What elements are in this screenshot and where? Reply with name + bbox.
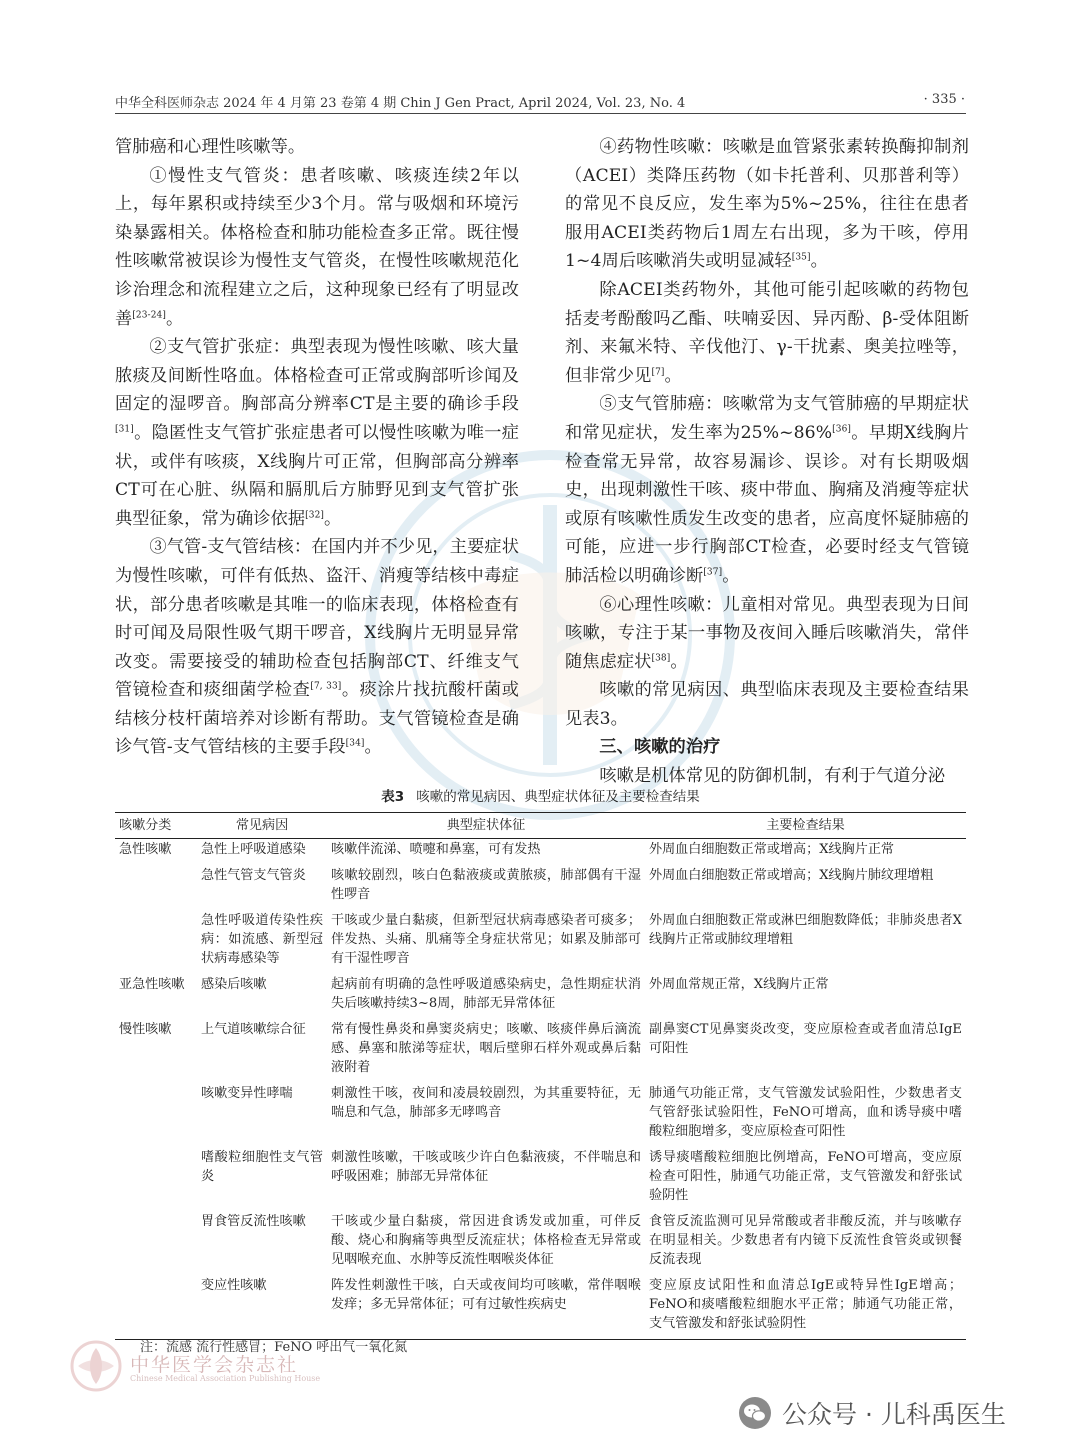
cell-category [115, 1147, 197, 1211]
paragraph-bronchiectasis [115, 333, 519, 533]
header-rule [115, 113, 966, 114]
paragraph-text: 。 [722, 565, 740, 586]
paragraph [115, 133, 519, 162]
table-footnote: 注：流感 流行性感冒；FeNO 呼出气一氧化氮 [140, 1340, 408, 1355]
cell-results: 诱导痰嗜酸粒细胞比例增高，FeNO可增高，变应原检查可阳性，肺通气功能正常，支气管激发和舒张试验阴性 [649, 1150, 962, 1203]
citation-ref: [23-24] [132, 309, 166, 320]
cell-category [115, 1083, 197, 1147]
paragraph-text: 。隐匿性支气管扩张症患者可以慢性咳嗽为唯一症状，或伴有咳痰，X线胸片可正常，但胸部高分辨率CT可在心脏、纵隔和膈肌后方肺野见到支气管扩张典型征象，常为确诊依据 [115, 422, 519, 529]
cell-symptoms: 咳嗽伴流涕、喷嚏和鼻塞，可有发热 [331, 842, 541, 857]
citation-ref: [7] [651, 367, 665, 378]
paragraph-text: 管肺癌和心理性咳嗽等。 [115, 137, 306, 157]
paragraph-text: 除ACEI类药物外，其他可能引起咳嗽的药物包括麦考酚酸吗乙酯、呋喃妥因、异丙酚、β-受体阻断剂、来氟米特、辛伐他汀、γ-干扰素、奥美拉唑等，但非常少见 [565, 279, 969, 386]
table-label: 表3 [381, 789, 405, 805]
cough-table [115, 812, 966, 1340]
table-header-row [115, 813, 966, 839]
header-results: 主要检查结果 [645, 813, 966, 839]
publisher-logo-icon [70, 1340, 122, 1392]
cell-results: 变应原皮试阳性和血清总IgE或特异性IgE增高；FeNO和痰嗜酸粒细胞水平正常；肺通气功能正常，支气管激发和舒张试验阴性 [645, 1275, 966, 1340]
citation-ref: [32] [305, 509, 325, 520]
paragraph-text: 。 [165, 308, 184, 329]
cell-cause: 胃食管反流性咳嗽 [201, 1214, 306, 1229]
cell-cause: 感染后咳嗽 [201, 977, 267, 992]
cell-cause: 变应性咳嗽 [197, 1275, 327, 1340]
paragraph-psychogenic [565, 591, 969, 677]
citation-ref: [37] [703, 567, 723, 578]
cell-category: 亚急性咳嗽 [119, 977, 185, 992]
cell-symptoms: 阵发性刺激性干咳，白天或夜间均可咳嗽，常伴咽喉发痒；多无异常体征；可有过敏性疾病史 [327, 1275, 645, 1340]
paragraph-text: 。 [810, 251, 828, 272]
paragraph-text: ①慢性支气管炎：患者咳嗽、咳痰连续2年以上，每年累积或持续至少3个月。常与吸烟和环境污染暴露相关。体格检查和肺功能检查多正常。既往慢性咳嗽常被误诊为慢性支气管炎，在慢性咳嗽规范化诊治理念和流程建立之后，这种现象已经有了明显改善 [115, 165, 519, 329]
table-row [115, 910, 966, 974]
cell-cause: 急性上呼吸道感染 [201, 842, 306, 857]
cell-symptoms: 刺激性咳嗽，干咳或咳少许白色黏液痰，不伴喘息和呼吸困难；肺部无异常体征 [331, 1150, 641, 1184]
cell-results: 食管反流监测可见异常酸或者非酸反流，并与咳嗽存在明显相关。少数患者有内镜下反流性食管炎或钡餐反流表现 [649, 1214, 962, 1267]
table-row [115, 1019, 966, 1083]
cell-cause: 急性气管支气管炎 [201, 868, 306, 883]
cell-results: 外周血白细胞数正常或增高；X线胸片肺纹理增粗 [649, 868, 934, 883]
paragraph-tuberculosis [115, 533, 519, 762]
citation-ref: [34] [345, 738, 365, 749]
table-row [115, 1147, 966, 1211]
paragraph-chronic-bronchitis [115, 162, 519, 334]
right-column [565, 133, 969, 791]
cell-results: 外周血常规正常，X线胸片正常 [649, 977, 829, 992]
cell-category [115, 910, 197, 974]
publisher-name: 中华医学会杂志社 [130, 1354, 299, 1376]
paragraph-table-reference [565, 676, 969, 733]
paragraph-text: ⑤支气管肺癌：咳嗽常为支气管肺癌的早期症状和常见症状，发生率为25%~86% [565, 394, 969, 443]
header-category: 咳嗽分类 [115, 813, 197, 839]
table-title: 咳嗽的常见病因、典型症状体征及主要检查结果 [416, 789, 700, 805]
table-row [115, 974, 966, 1019]
cell-symptoms: 咳嗽较剧烈，咳白色黏液痰或黄脓痰，肺部偶有干湿性啰音 [331, 868, 641, 902]
cell-symptoms: 起病前有明确的急性呼吸道感染病史，急性期症状消失后咳嗽持续3~8周，肺部无异常体征 [331, 977, 641, 1011]
cell-category [115, 1211, 197, 1275]
citation-ref: [35] [791, 252, 811, 263]
cell-cause: 嗜酸粒细胞性支气管炎 [201, 1150, 323, 1184]
page-number: · 335 · [923, 92, 965, 107]
cell-symptoms: 常有慢性鼻炎和鼻窦炎病史；咳嗽、咳痰伴鼻后滴流感、鼻塞和脓涕等症状，咽后壁卵石样外观或鼻后黏液附着 [331, 1022, 641, 1075]
paragraph-text: ③气管-支气管结核：在国内并不少见，主要症状为慢性咳嗽，可伴有低热、盗汗、消瘦等结核中毒症状，部分患者咳嗽是其唯一的临床表现，体格检查有时可闻及局限性吸气期干啰音，X线胸片无明显异常改变。需要接受的辅助检查包括胸部CT、纤维支气管镜检查和痰细菌学检查 [115, 537, 519, 701]
citation-ref: [38] [651, 652, 671, 663]
section-heading: 三、咳嗽的治疗 [599, 737, 721, 758]
paragraph-text: ④药物性咳嗽：咳嗽是血管紧张素转换酶抑制剂（ACEI）类降压药物（如卡托普利、贝那普利等）的常见不良反应，发生率为5%~25%，往往在患者服用ACEI类药物后1周左右出现，多为干咳，停用1~4周后咳嗽消失或明显减轻 [565, 137, 969, 272]
left-column [115, 133, 519, 762]
cell-category: 慢性咳嗽 [119, 1022, 172, 1037]
header-cause: 常见病因 [197, 813, 327, 839]
table-caption [115, 785, 966, 805]
cell-cause: 急性呼吸道传染性疾病：如流感、新型冠状病毒感染等 [201, 913, 323, 966]
cell-results: 外周血白细胞数正常或淋巴细胞数降低；非肺炎患者X线胸片正常或肺纹理增粗 [649, 913, 962, 947]
cell-category [115, 1275, 197, 1340]
citation-ref: [7, 33] [310, 681, 342, 692]
header-symptoms: 典型症状体征 [327, 813, 645, 839]
table-row [115, 865, 966, 910]
paragraph-other-drugs [565, 276, 969, 390]
cell-symptoms: 干咳或少量白黏痰，但新型冠状病毒感染者可痰多；伴发热、头痛、肌痛等全身症状常见；如累及肺部可有干湿性啰音 [331, 913, 641, 966]
paragraph-text: 。 [364, 737, 382, 758]
table-row [115, 1275, 966, 1340]
wechat-watermark [738, 1392, 1006, 1434]
paragraph-text: 。早期X线胸片检查常无异常，故容易漏诊、误诊。对有长期吸烟史，出现刺激性干咳、痰中带血、胸痛及消瘦等症状或原有咳嗽性质发生改变的患者，应高度怀疑肺癌的可能，应进一步行胸部CT检查，必要时经支气管镜肺活检以明确诊断 [565, 422, 970, 586]
table-row [115, 839, 966, 866]
paragraph-text: 。痰涂片找抗酸杆菌或结核分枝杆菌培养对诊断有帮助。支气管镜检查是确诊气管-支气管结核的主要手段 [115, 680, 519, 758]
paragraph-text: 。 [324, 508, 342, 529]
cell-cause: 咳嗽变异性哮喘 [201, 1086, 293, 1101]
cell-symptoms: 刺激性干咳，夜间和凌晨较剧烈，为其重要特征，无喘息和气急，肺部多无哮鸣音 [331, 1086, 641, 1120]
paragraph-drug-cough [565, 133, 969, 276]
table-row [115, 1211, 966, 1275]
wechat-icon [738, 1396, 772, 1430]
cell-results: 外周血白细胞数正常或增高；X线胸片正常 [649, 842, 895, 857]
citation-ref: [36] [832, 424, 852, 435]
paragraph-text: ②支气管扩张症：典型表现为慢性咳嗽、咳大量脓痰及间断性咯血。体格检查可正常或胸部听诊闻及固定的湿啰音。胸部高分辨率CT是主要的确诊手段 [115, 337, 519, 415]
wechat-account-label: 公众号 · 儿科禹医生 [782, 1400, 1006, 1429]
citation-ref: [31] [115, 424, 134, 435]
journal-citation: 中华全科医师杂志 2024 年 4 月第 23 卷第 4 期 Chin J Gen Pract, April 2024, Vol. 23, No. 4 [115, 96, 686, 111]
cell-category [115, 865, 197, 910]
publisher-name-en: Chinese Medical Association Publishing House [130, 1374, 321, 1383]
paragraph-lung-cancer [565, 390, 969, 590]
cell-category: 急性咳嗽 [119, 842, 172, 857]
table-row [115, 1083, 966, 1147]
paragraph-text: 咳嗽的常见病因、典型临床表现及主要检查结果见表3。 [565, 680, 969, 729]
paragraph-text: ⑥心理性咳嗽：儿童相对常见。典型表现为日间咳嗽，专注于某一事物及夜间入睡后咳嗽消失，常伴随焦虑症状 [565, 594, 969, 672]
cell-symptoms: 干咳或少量白黏痰，常因进食诱发或加重，可伴反酸、烧心和胸痛等典型反流症状；体格检查无异常或见咽喉充血、水肿等反流性咽喉炎体征 [331, 1214, 641, 1267]
paragraph-text: 。 [670, 651, 688, 672]
cell-results: 副鼻窦CT见鼻窦炎改变，变应原检查或者血清总IgE可阳性 [649, 1022, 962, 1056]
paragraph-text: 。 [664, 365, 682, 386]
cell-results: 肺通气功能正常，支气管激发试验阳性，少数患者支气管舒张试验阳性，FeNO可增高，血和诱导痰中嗜酸粒细胞增多，变应原检查可阳性 [649, 1086, 962, 1139]
paragraph-text: 咳嗽是机体常见的防御机制，有利于气道分泌 [599, 766, 946, 787]
cell-cause: 上气道咳嗽综合征 [201, 1022, 306, 1037]
